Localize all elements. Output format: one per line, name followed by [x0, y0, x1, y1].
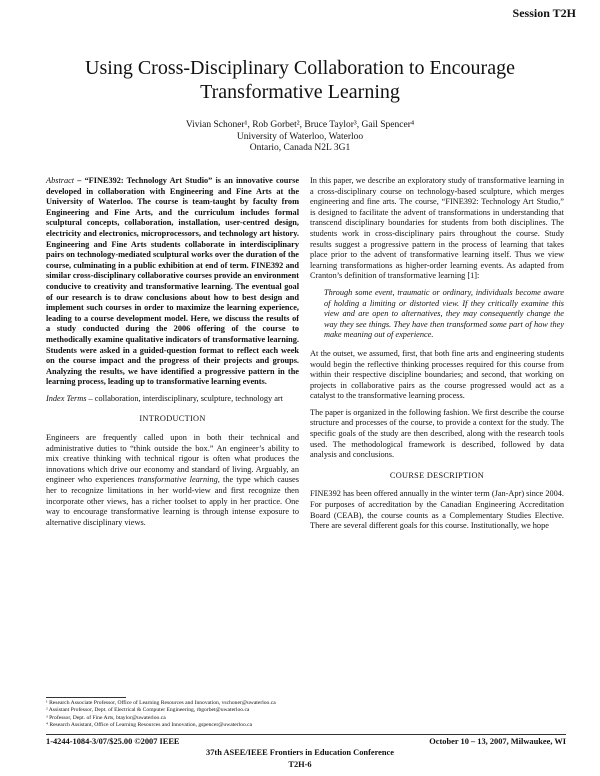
footer-copyright: 1-4244-1084-3/07/$25.00 ©2007 IEEE	[46, 737, 180, 746]
intro-emphasis: transformative learning	[137, 475, 218, 485]
session-label: Session T2H	[512, 6, 576, 20]
introduction-heading: INTRODUCTION	[139, 414, 206, 424]
abstract	[46, 176, 299, 388]
author-location: Ontario, Canada N2L 3G1	[249, 143, 351, 153]
footnote-3: ³ Professor, Dept. of Fine Arts, btaylor@uwaterloo.ca	[46, 714, 166, 721]
footnote-4: ⁴ Research Assistant, Office of Learning Resources and Innovation, gspencer@uwaterloo.ca	[46, 721, 253, 728]
intro-text-a: Engineers are frequently called upon in both their technical and administrative duties to “think outside the box.” An engineer’s ability to mix creative thinking with technical rigour is often what produces the innovations which drive our economy and standard of living. Arguably, an engineer who experiences	[46, 433, 299, 485]
paper-title: Using Cross-Disciplinary Collaboration to Encourage Transformative Learning	[85, 57, 515, 103]
index-terms	[46, 394, 299, 405]
index-terms-text: – collaboration, interdisciplinary, sculpture, technology art	[86, 393, 283, 403]
footnote-2: ² Assistant Professor, Dept. of Electrical & Computer Engineering, rbgorbet@uwaterloo.ca	[46, 707, 250, 714]
right-paragraph-3: The paper is organized in the following fashion. We first describe the course structure and processes of the course, to provide a context for the study. The specific goals of the study are then described, along with the research tools used. The methodological framework is described, followed by data analysis and conclusions.	[310, 407, 564, 460]
author-block	[0, 120, 600, 155]
introduction-paragraph	[46, 433, 299, 528]
abstract-text: – “FINE392: Technology Art Studio” is an innovative course developed in collaboration with Engineering and Fine Arts at the University of Waterloo. The course is team-taught by faculty from Engineering and Fine Arts, and the curriculum includes formal sculptural concepts, collaboration, installation, user-centred design, electricity and electronics, microprocessors, and technology art history. Engineering and Fine Arts students collaborate in interdisciplinary pairs on technology-mediated sculptural works over the duration of the course, culminating in a public exhibition at end of term. FINE392 and similar cross-disciplinary collaborative courses provide an environment conducive to creativity and transformative learning. The eventual goal of our research is to draw conclusions about how to best design and implement such courses in order to maximize the learning experience, leading to a course development model. Here, we discuss the results of a study conducted during the 2006 offering of the course to methodically examine qualitative indicators of transformative learning. Students were asked in a guided-question format to reflect each week on the course impact and the progress of their projects and groups. Analyzing the results, we have identified a progressive pattern in the learning process, leading up to transformative learning events.	[46, 176, 299, 387]
right-paragraph-1: In this paper, we describe an exploratory study of transformative learning in a cross-disciplinary course on technology-based sculpture, which merges engineering and fine arts. The course, “FINE392: Technology Art Studio,” is designed to facilitate the advent of transformations in understanding that transcend disciplinary boundaries for students from both disciplines. The students work in cross-disciplinary pairs throughout the course. Study results suggest a progressive pattern in the process of learning that takes place prior to the advent of transformative learning itself. Thus we view learning transformations as higher-order learning events. As adapted from Cranton’s definition of transformative learning [1]:	[310, 176, 564, 281]
right-paragraph-2: At the outset, we assumed, first, that both fine arts and engineering students would begin the reflective thinking processes required for this course from within their respective discipline boundaries; and second, that working on projects in collaborative pairs as the course progressed would act as a catalyst to the transformative learning process.	[310, 348, 564, 401]
footnotes	[46, 700, 566, 729]
author-names: Vivian Schoner¹, Rob Gorbet², Bruce Taylor³, Gail Spencer⁴	[185, 120, 415, 130]
footer-conference: 37th ASEE/IEEE Frontiers in Education Conference	[206, 748, 394, 757]
author-affiliation: University of Waterloo, Waterloo	[236, 131, 364, 142]
footer-rule	[46, 734, 566, 735]
cranton-quote: Through some event, traumatic or ordinary, individuals become aware of holding a limiting or distorted view. If they critically examine this view and are open to alternatives, they may consequently change the way they see things. They have then transformed some part of how they make meaning out of experience.	[324, 287, 564, 340]
footer-page-number: T2H-6	[288, 760, 312, 769]
footnote-1: ¹ Research Associate Professor, Office of Learning Resources and Innovation, vschoner@uwaterloo.ca	[46, 700, 276, 706]
left-column	[46, 176, 299, 534]
right-column	[310, 176, 564, 538]
course-description-heading: COURSE DESCRIPTION	[389, 470, 485, 480]
abstract-label: Abstract	[46, 176, 75, 185]
right-paragraph-4: FINE392 has been offered annually in the winter term (Jan-Apr) since 2004. For purposes of accreditation by the Canadian Engineering Accreditation Board (CEAB), the course counts as a Complementary Studies Elective. There are several different goals for this course. Institutionally, we hope	[310, 489, 564, 531]
index-terms-label: Index Terms	[46, 393, 87, 403]
footer-date-location: October 10 – 13, 2007, Milwaukee, WI	[429, 737, 566, 746]
footnote-rule	[46, 697, 126, 698]
intro-text-b: , the type which causes her to recognize limitations in her world-view and first recognize then incorporate other views, has a richer toolset to apply in her practice. One way to encourage transformative learning is through intense exposure to alternative disciplinary views.	[46, 475, 299, 527]
